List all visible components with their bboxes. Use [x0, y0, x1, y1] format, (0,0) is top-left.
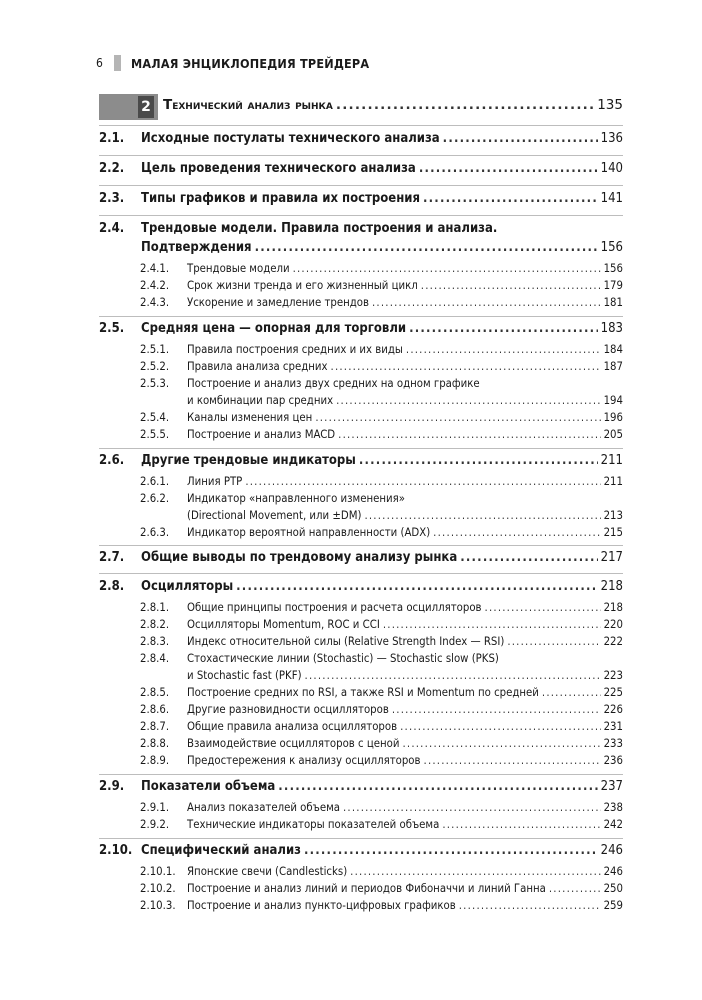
section-page: 141	[600, 191, 623, 206]
subsection-title: Индикатор «направленного изменения»	[187, 492, 405, 505]
subsection-number: 2.6.2.	[140, 492, 170, 505]
subsection-number: 2.4.1.	[140, 262, 170, 275]
subsection-page: 242	[603, 818, 623, 831]
leader-dots	[315, 411, 600, 424]
subsection-page: 246	[603, 865, 623, 878]
leader-dots	[336, 394, 601, 407]
subsection-title: Построение и анализ MACD	[187, 428, 336, 441]
toc-subsection-entry	[140, 411, 623, 424]
toc-subsection-entry	[140, 865, 623, 878]
toc-subsection-entry	[140, 882, 623, 895]
section-title: Общие выводы по трендовому анализу рынка	[141, 550, 458, 565]
subsection-number: 2.5.5.	[140, 428, 170, 441]
subsection-page: 211	[603, 475, 623, 488]
subsection-number: 2.4.2.	[140, 279, 170, 292]
section-page: 246	[600, 843, 623, 858]
leader-dots	[331, 360, 601, 373]
toc-subsection-entry	[140, 279, 623, 292]
subsection-page: 205	[603, 428, 623, 441]
leader-dots	[406, 343, 601, 356]
toc-subsection-entry-line1	[140, 377, 623, 390]
section-page: 183	[600, 321, 623, 336]
subsection-page: 213	[603, 509, 623, 522]
toc-section-entry	[99, 131, 623, 146]
subsection-title: Каналы изменения цен	[187, 411, 313, 424]
toc-subsection-entry	[140, 526, 623, 539]
leader-dots	[443, 131, 598, 146]
subsection-title: Трендовые модели	[187, 262, 290, 275]
toc-section-entry	[99, 191, 623, 206]
leader-dots	[255, 240, 598, 255]
subsection-number: 2.8.1.	[140, 601, 170, 614]
leader-dots	[442, 818, 600, 831]
toc-subsection-entry	[140, 635, 623, 648]
subsection-page: 220	[603, 618, 623, 631]
toc-section-entry	[99, 453, 623, 468]
toc-section-entry	[99, 779, 623, 794]
chapter-number-block	[99, 94, 158, 120]
subsection-title: Стохастические линии (Stochastic) — Stochastic slow (PKS)	[187, 652, 499, 665]
section-title: Другие трендовые индикаторы	[141, 453, 356, 468]
section-title: Средняя цена — опорная для торговли	[141, 321, 407, 336]
subsection-number: 2.8.6.	[140, 703, 170, 716]
toc-subsection-entry	[140, 818, 623, 831]
leader-dots	[364, 509, 600, 522]
leader-dots	[245, 475, 600, 488]
toc-subsection-entry-line2	[187, 669, 623, 682]
chapter-entry	[163, 97, 623, 113]
leader-dots	[336, 97, 594, 113]
toc-subsection-entry	[140, 618, 623, 631]
leader-dots	[419, 161, 598, 176]
toc-subsection-entry-line2	[187, 394, 623, 407]
toc-section-entry-line1	[99, 221, 623, 236]
leader-dots	[433, 526, 600, 539]
subsection-number: 2.10.2.	[140, 882, 176, 895]
subsection-number: 2.10.1.	[140, 865, 176, 878]
section-number: 2.9.	[99, 779, 125, 794]
subsection-number: 2.9.1.	[140, 801, 170, 814]
subsection-number: 2.8.4.	[140, 652, 170, 665]
section-number: 2.1.	[99, 131, 125, 146]
subsection-title: Взаимодействие осцилляторов с ценой	[187, 737, 400, 750]
leader-dots	[400, 720, 601, 733]
subsection-page: 215	[603, 526, 623, 539]
subsection-page: 196	[603, 411, 623, 424]
subsection-page: 184	[603, 343, 623, 356]
header-bar-decoration	[114, 55, 121, 71]
subsection-title: Технические индикаторы показателей объема	[187, 818, 440, 831]
section-number: 2.4.	[99, 221, 125, 236]
chapter-page: 135	[597, 97, 623, 113]
toc-subsection-entry	[140, 262, 623, 275]
section-page: 140	[600, 161, 623, 176]
subsection-number: 2.5.3.	[140, 377, 170, 390]
leader-dots	[507, 635, 600, 648]
toc-subsection-entry	[140, 737, 623, 750]
subsection-number: 2.5.1.	[140, 343, 170, 356]
toc-subsection-entry	[140, 475, 623, 488]
subsection-page: 225	[603, 686, 623, 699]
leader-dots	[359, 453, 598, 468]
subsection-page: 250	[603, 882, 623, 895]
subsection-page: 233	[603, 737, 623, 750]
section-divider	[99, 185, 623, 186]
section-title: Цель проведения технического анализа	[141, 161, 416, 176]
leader-dots	[383, 618, 601, 631]
subsection-title: Общие принципы построения и расчета осцилляторов	[187, 601, 482, 614]
section-page: 136	[600, 131, 623, 146]
subsection-title: Анализ показателей объема	[187, 801, 340, 814]
subsection-title: Другие разновидности осцилляторов	[187, 703, 389, 716]
toc-section-entry	[99, 550, 623, 565]
chapter-number: 2	[138, 96, 154, 118]
section-number: 2.6.	[99, 453, 125, 468]
toc-subsection-entry	[140, 720, 623, 733]
toc-section-entry-line2	[99, 240, 623, 255]
section-title: Исходные постулаты технического анализа	[141, 131, 440, 146]
subsection-title: Построение и анализ двух средних на одном графике	[187, 377, 480, 390]
subsection-number: 2.8.2.	[140, 618, 170, 631]
subsection-title: и Stochastic fast (PKF)	[187, 669, 302, 682]
page-number: 6	[96, 56, 103, 70]
section-number: 2.3.	[99, 191, 125, 206]
chapter-title: Технический анализ рынка	[163, 97, 333, 113]
subsection-page: 181	[603, 296, 623, 309]
leader-dots	[542, 686, 601, 699]
leader-dots	[423, 191, 598, 206]
section-number: 2.8.	[99, 579, 125, 594]
subsection-number: 2.9.2.	[140, 818, 170, 831]
book-title: МАЛАЯ ЭНЦИКЛОПЕДИЯ ТРЕЙДЕРА	[131, 55, 370, 71]
subsection-title: Японские свечи (Candlesticks)	[187, 865, 348, 878]
section-divider	[99, 155, 623, 156]
subsection-page: 259	[603, 899, 623, 912]
subsection-title: Построение и анализ пункто-цифровых графиков	[187, 899, 456, 912]
leader-dots	[424, 754, 601, 767]
section-divider	[99, 215, 623, 216]
section-number: 2.10.	[99, 843, 133, 858]
subsection-page: 223	[603, 669, 623, 682]
subsection-page: 187	[603, 360, 623, 373]
leader-dots	[549, 882, 601, 895]
subsection-page: 226	[603, 703, 623, 716]
section-page: 218	[600, 579, 623, 594]
subsection-page: 218	[603, 601, 623, 614]
toc-subsection-entry	[140, 801, 623, 814]
section-title: Подтверждения	[141, 240, 252, 255]
toc-subsection-entry	[140, 899, 623, 912]
leader-dots	[304, 843, 598, 858]
subsection-title: и комбинации пар средних	[187, 394, 334, 407]
toc-section-entry	[99, 161, 623, 176]
subsection-number: 2.5.4.	[140, 411, 170, 424]
subsection-title: (Directional Movement, или ±DM)	[187, 509, 362, 522]
subsection-number: 2.8.9.	[140, 754, 170, 767]
subsection-title: Индикатор вероятной направленности (ADX)	[187, 526, 431, 539]
leader-dots	[392, 703, 601, 716]
leader-dots	[350, 865, 600, 878]
subsection-title: Срок жизни тренда и его жизненный цикл	[187, 279, 418, 292]
leader-dots	[421, 279, 601, 292]
subsection-number: 2.5.2.	[140, 360, 170, 373]
subsection-number: 2.6.3.	[140, 526, 170, 539]
subsection-title: Построение и анализ линий и периодов Фибоначчи и линий Ганна	[187, 882, 546, 895]
section-title: Специфический анализ	[141, 843, 301, 858]
section-divider	[99, 125, 623, 126]
leader-dots	[459, 899, 601, 912]
section-divider	[99, 573, 623, 574]
section-title: Типы графиков и правила их построения	[141, 191, 421, 206]
subsection-page: 194	[603, 394, 623, 407]
toc-subsection-entry-line1	[140, 492, 623, 505]
subsection-title: Индекс относительной силы (Relative Strength Index — RSI)	[187, 635, 505, 648]
leader-dots	[402, 737, 600, 750]
toc-section-entry	[99, 843, 623, 858]
toc-subsection-entry-line2	[187, 509, 623, 522]
leader-dots	[409, 321, 598, 336]
section-number: 2.2.	[99, 161, 125, 176]
leader-dots	[343, 801, 601, 814]
section-page: 237	[600, 779, 623, 794]
leader-dots	[293, 262, 601, 275]
subsection-number: 2.8.3.	[140, 635, 170, 648]
toc-section-entry	[99, 579, 623, 594]
section-number: 2.7.	[99, 550, 125, 565]
section-divider	[99, 316, 623, 317]
subsection-title: Линия PTP	[187, 475, 243, 488]
section-title: Осцилляторы	[141, 579, 234, 594]
subsection-title: Общие правила анализа осцилляторов	[187, 720, 398, 733]
section-divider	[99, 774, 623, 775]
subsection-title: Осцилляторы Momentum, ROC и CCI	[187, 618, 380, 631]
leader-dots	[460, 550, 597, 565]
subsection-title: Построение средних по RSI, а также RSI и Momentum по средней	[187, 686, 539, 699]
running-header	[96, 54, 369, 72]
toc-subsection-entry	[140, 686, 623, 699]
section-page: 211	[600, 453, 623, 468]
toc-subsection-entry	[140, 360, 623, 373]
section-divider	[99, 838, 623, 839]
toc-subsection-entry	[140, 703, 623, 716]
leader-dots	[338, 428, 600, 441]
subsection-page: 238	[603, 801, 623, 814]
subsection-page: 179	[603, 279, 623, 292]
section-divider	[99, 448, 623, 449]
chapter-heading	[99, 94, 623, 120]
subsection-title: Правила анализа средних	[187, 360, 328, 373]
toc-subsection-entry	[140, 296, 623, 309]
subsection-number: 2.8.7.	[140, 720, 170, 733]
section-page: 156	[600, 240, 623, 255]
toc-subsection-entry	[140, 428, 623, 441]
leader-dots	[485, 601, 601, 614]
subsection-title: Ускорение и замедление трендов	[187, 296, 369, 309]
leader-dots	[305, 669, 601, 682]
subsection-title: Правила построения средних и их виды	[187, 343, 403, 356]
section-title: Показатели объема	[141, 779, 276, 794]
toc-subsection-entry	[140, 754, 623, 767]
section-page: 217	[600, 550, 623, 565]
subsection-number: 2.8.8.	[140, 737, 170, 750]
subsection-number: 2.6.1.	[140, 475, 170, 488]
leader-dots	[278, 779, 597, 794]
section-divider	[99, 545, 623, 546]
subsection-number: 2.8.5.	[140, 686, 170, 699]
toc-subsection-entry-line1	[140, 652, 623, 665]
subsection-number: 2.4.3.	[140, 296, 170, 309]
subsection-page: 156	[603, 262, 623, 275]
section-title: Трендовые модели. Правила построения и анализа.	[141, 221, 498, 236]
subsection-page: 236	[603, 754, 623, 767]
subsection-number: 2.10.3.	[140, 899, 176, 912]
subsection-title: Предостережения к анализу осцилляторов	[187, 754, 421, 767]
leader-dots	[372, 296, 601, 309]
section-number: 2.5.	[99, 321, 125, 336]
leader-dots	[236, 579, 598, 594]
toc-subsection-entry	[140, 601, 623, 614]
subsection-page: 222	[603, 635, 623, 648]
subsection-page: 231	[603, 720, 623, 733]
toc-section-entry	[99, 321, 623, 336]
toc-subsection-entry	[140, 343, 623, 356]
